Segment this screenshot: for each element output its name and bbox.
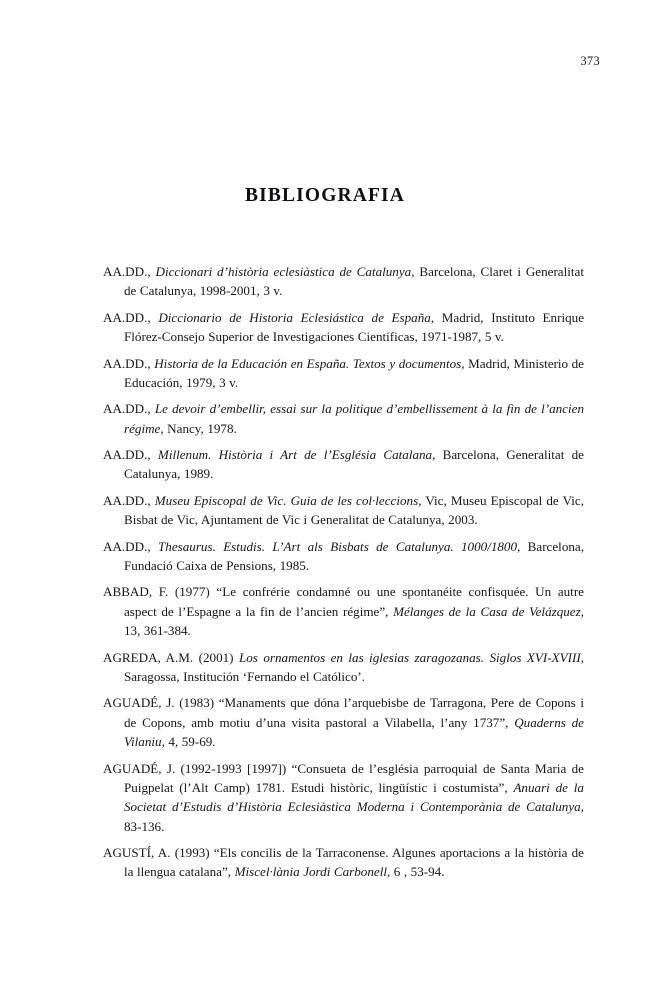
entry-title-italic: Mélanges de la Casa de Velázquez xyxy=(393,603,581,619)
page-number: 373 xyxy=(580,54,600,68)
entry-text: , Saragossa, Institución ‘Fernando el Católico’. xyxy=(124,649,584,684)
bibliography-list xyxy=(103,262,584,882)
bibliography-entry xyxy=(103,582,584,640)
entry-title-italic: Museu Episcopal de Vic. Guia de les col·leccions xyxy=(154,492,419,508)
entry-title-italic: Los ornamentos en las iglesias zaragozanas. Siglos XVI-XVIII xyxy=(238,649,581,665)
entry-text: AGUADÉ, J. (1983) “Manaments que dóna l’arquebisbe de Tarragona, Pere de Copons i de Copons, amb motiu d’una visita pastoral a Vilabella, l’any 1737”, xyxy=(103,695,584,730)
bibliography-entry xyxy=(103,537,584,576)
entry-text: AGREDA, A.M. (2001) xyxy=(103,649,239,665)
entry-text: , 13, 361-384. xyxy=(124,603,584,639)
entry-text: ABBAD, F. (1977) “Le confrérie condamné ou une spontanéite confisquée. Un autre aspect de l’Espagne a la fin de l’ancien régime”, xyxy=(103,584,584,619)
entry-text: , Madrid, Ministerio de Educación, 1979, 3 v. xyxy=(124,355,584,390)
bibliography-entry xyxy=(103,445,584,484)
entry-title-italic: Diccionari d’història eclesiàstica de Catalunya xyxy=(155,264,412,279)
entry-title-italic: Anuari de la Societat d’Estudis d’Història Eclesiàstica Moderna i Contemporània de Catalunya xyxy=(124,779,584,815)
entry-text: , Madrid, Instituto Enrique Flórez-Consejo Superior de Investigaciones Científicas, 1971-1987, 5 v. xyxy=(124,309,585,345)
entry-text: , Barcelona, Fundació Caixa de Pensions, 1985. xyxy=(124,538,584,574)
bibliography-entry xyxy=(103,399,584,438)
bibliography-entry xyxy=(103,693,584,751)
entry-title-italic: Miscel·lània Jordi Carbonell xyxy=(234,864,387,880)
entry-title-italic: Diccionario de Historia Eclesiástica de España xyxy=(158,309,431,325)
entry-text: AA.DD., xyxy=(103,264,156,279)
bibliography-entry xyxy=(103,648,584,687)
page-title: BIBLIOGRAFIA xyxy=(244,185,406,207)
entry-title-italic: Millenum. Història i Art de l’Església Catalana xyxy=(157,447,433,463)
entry-text: AA.DD., xyxy=(103,309,159,325)
bibliography-entry xyxy=(103,843,584,882)
entry-title-italic: Thesaurus. Estudis. L’Art als Bisbats de Catalunya. 1000/1800 xyxy=(158,538,518,554)
bibliography-entry xyxy=(103,262,584,301)
bibliography-entry xyxy=(103,354,584,393)
entry-text: , 83-136. xyxy=(124,799,584,834)
entry-text: , 4, 59-69. xyxy=(161,734,216,750)
bibliography-entry xyxy=(103,308,584,347)
entry-text: , Barcelona, Claret i Generalitat de Catalunya, 1998-2001, 3 v. xyxy=(124,264,584,299)
entry-text: AGUADÉ, J. (1992-1993 [1997]) “Consueta de l’església parroquial de Santa Maria de Puigpelat (l’Alt Camp) 1781. Estudi històric, lingüístic i costumista”, xyxy=(103,760,584,795)
entry-title-italic: Le devoir d’embellir, essai sur la politique d’embellissement à la fin de l’ancien régime xyxy=(124,401,584,436)
entry-title-italic: Historia de la Educación en España. Textos y documentos xyxy=(154,355,462,371)
bibliography-entry xyxy=(103,759,584,836)
bibliography-entry xyxy=(103,491,584,530)
entry-text: AA.DD., xyxy=(103,538,158,554)
entry-text: AA.DD., xyxy=(103,355,155,371)
entry-title-italic: Quaderns de Vilaniu xyxy=(124,714,584,750)
entry-text: AGUSTÍ, A. (1993) “Els concilis de la Tarraconense. Algunes aportacions a la història de la llengua catalana”, xyxy=(103,844,584,880)
entry-text: AA.DD., xyxy=(103,492,155,508)
entry-text: AA.DD., xyxy=(103,401,155,417)
entry-text: , Barcelona, Generalitat de Catalunya, 1989. xyxy=(124,447,584,482)
entry-text: , Vic, Museu Episcopal de Vic, Bisbat de Vic, Ajuntament de Vic i Generalitat de Catalunya, 2003. xyxy=(124,492,584,528)
entry-text: , Nancy, 1978. xyxy=(160,420,237,436)
entry-text: , 6 , 53-94. xyxy=(386,864,445,880)
entry-text: AA.DD., xyxy=(103,447,158,463)
